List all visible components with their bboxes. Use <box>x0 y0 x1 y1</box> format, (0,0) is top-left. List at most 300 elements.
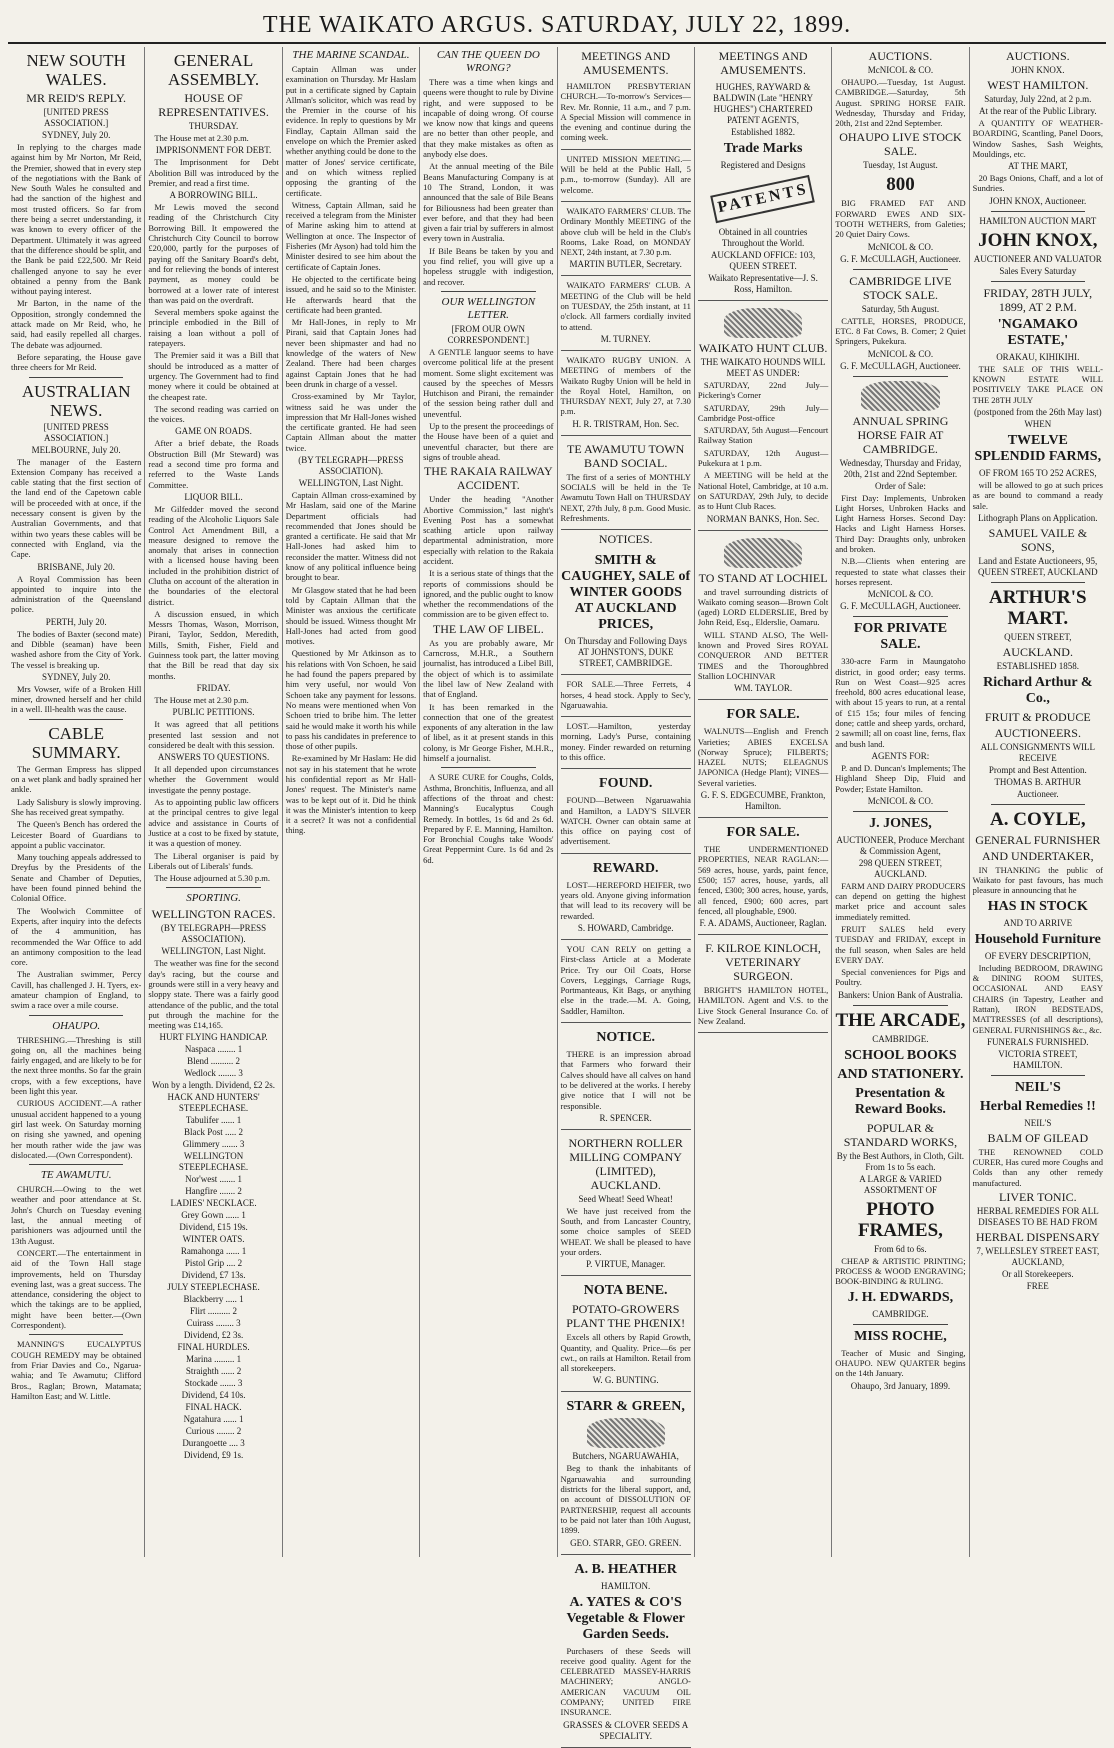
roche-text: Teacher of Music and Singing, OHAUPO. NEW QUARTER begins on the 14th January. <box>835 1347 966 1379</box>
cable-paragraph-5: The Woolwich Committee of Experts, after inquiry into the defects of the 4 ammunition, has recommended the War Office to add an antimony composition to the lead core. <box>11 905 142 968</box>
advert-signature: P. VIRTUE, Manager. <box>586 1259 666 1270</box>
assembly-p5: The second reading was carried on the voices. <box>148 403 279 425</box>
race-6-line: Flirt .......... 2 <box>190 1306 238 1317</box>
advert-heading: NORTHERN ROLLER MILLING COMPANY (LIMITED), AUCKLAND. <box>568 1135 683 1192</box>
assembly-p8: A discussion ensued, in which Messrs Thomas, Wason, Morrison, Pirani, Taylor, Seddon, Meredith, Mills, Smith, Fisher, Field and Guinness took part, the latter moving that the Bill be read that day six months. <box>148 608 279 681</box>
advert-mission <box>561 152 691 202</box>
marine-p3: He objected to the certificate being issued, and he said so to the Minister. He afterwards heard that the certificate had been granted. <box>285 273 417 315</box>
queen-heading: CAN THE QUEEN DO WRONG? <box>436 49 540 74</box>
notices-heading: NOTICES. <box>598 532 653 547</box>
advert-text: FOUND—Between Ngaruawahia and Hamilton, a LADY'S SILVER WATCH. Owner can obtain same at this office on paying cost of advertisement. <box>560 795 691 847</box>
advert-heading: FOUND. <box>599 776 653 792</box>
knox-small: JOHN KNOX. <box>1011 65 1065 75</box>
household-sub: OF EVERY DESCRIPTION, <box>984 950 1091 961</box>
advert-heading: SMITH & CAUGHEY, SALE of WINTER GOODS AT AUCKLAND PRICES, <box>561 553 691 633</box>
arthurs-mart: ARTHUR'S MART. <box>989 586 1087 629</box>
divider <box>853 376 947 377</box>
marine-p2: Witness, Captain Allman, said he received a telegram from the Minister of Marine asking him to attend at Wellington at once. The Inspector of Fisheries (Mr Ayson) had told him the Minister desired to see him about the certificate of Captain Jones. <box>285 199 417 272</box>
race-4-title: LADIES' NECKLACE. <box>170 1198 257 1209</box>
races-paragraph: The weather was fine for the second day's racing, but the course and grounds were still in a very heavy and sloppy state. There was a fairly good attendance of the public, and the total put through the machine for the meeting was £14,165. <box>148 958 279 1031</box>
column-8 <box>970 47 1106 1557</box>
divider <box>29 1164 123 1165</box>
assembly-p14: The House adjourned at 5.30 p.m. <box>154 873 271 884</box>
advert-text: YOU CAN RELY on getting a First-class Article at a Moderate Price. Try our Oil Coats, Horse Covers, Leggings, Carriage Rugs, Portmanteaus, Kit Bags, or anything else in the trade.—M. A. Going, Saddler, Hamilton. <box>560 943 691 1016</box>
at-the-mart: AT THE MART, <box>1007 161 1068 172</box>
divider <box>441 291 535 292</box>
bull-illustration <box>587 1418 665 1448</box>
nsw-paragraph-3: Before separating, the House gave three cheers for Mr Reid. <box>11 351 142 373</box>
victoria-street: VICTORIA STREET, HAMILTON. <box>998 1048 1078 1070</box>
advert-text: A MEETING will be held at the National Hotel, Cambridge, at 10 a.m. on SATURDAY, 29th July, to decide as to Hunt Club Races. <box>697 470 829 512</box>
representative: Waikato Representative—J. S. Ross, Hamilton. <box>708 273 818 294</box>
aus-paragraph-2: A Royal Commission has been appointed to inquire into the administration of the Queensland police. <box>11 573 142 615</box>
advert-notice <box>561 1025 691 1130</box>
twelve-sub: OF FROM 165 TO 252 ACRES, <box>978 467 1097 478</box>
rakaia-heading: THE RAKAIA RAILWAY ACCIDENT. <box>423 464 553 493</box>
imprisonment-sub: IMPRISONMENT FOR DEBT. <box>155 145 272 156</box>
hunt-line: SATURDAY, 5th August—Fencourt Railway Station <box>697 425 829 446</box>
race-3-title: WELLINGTON STEEPLECHASE. <box>178 1151 249 1173</box>
neils: NEIL'S <box>1014 1079 1061 1095</box>
meetings-heading: MEETINGS AND AMUSEMENTS. <box>581 49 671 77</box>
advert-heading: REWARD. <box>592 860 659 876</box>
race-2-line: Glimmery ....... 3 <box>182 1139 245 1150</box>
mcnicol-name: McNICOL & CO. <box>867 348 934 359</box>
advert-text: WAIKATO FARMERS' CLUB. A MEETING of the Club will be held on TUESDAY, the 25th instant, at 11 o'clock. All farmers cordially invited to attend. <box>560 280 691 332</box>
assembly-p7: Mr Gilfedder moved the second reading of the Alcoholic Liquors Sale Control Act Amendment Bill, a measure designed to remove the anomaly that arises in connection with a licensed house having been included in the prohibition district of Clutha on account of the alteration in the boundaries of the electoral district. <box>148 503 279 607</box>
advert-smith-caughey <box>561 548 691 675</box>
trade-marks: Trade Marks <box>723 141 803 156</box>
race-7-line: Marina ......... 1 <box>185 1354 242 1365</box>
marine-scandal-heading: THE MARINE SCANDAL. <box>292 49 410 61</box>
cable-summary-heading: CABLE SUMMARY. <box>31 723 121 762</box>
advert-text: WILL STAND ALSO, The Well-known and Proved Sires ROYAL CONQUEROR AND BETTER TIMES and the Thoroughbred Stallion LOCHINVAR <box>697 629 829 681</box>
jones-bankers: Bankers: Union Bank of Australia. <box>838 989 963 1000</box>
advert-signature: F. A. ADAMS, Auctioneer, Raglan. <box>699 918 827 929</box>
cambridge-sale-heading: CAMBRIDGE LIVE STOCK SALE. <box>849 273 952 302</box>
horses-illustration <box>861 381 939 411</box>
marine-p4: Mr Hall-Jones, in reply to Mr Pirani, said that Captain Jones had never been shipmaster and had no knowledge of the waters of New Zealand. There had been charges against Captain Jones that he had been drunk in charge of a vessel. <box>285 317 417 389</box>
office: AUCKLAND OFFICE: 103, QUEEN STREET. <box>710 250 816 271</box>
advert-reward <box>561 856 691 940</box>
advert-subheading: Seed Wheat! Seed Wheat! <box>578 1193 673 1204</box>
advert-signature: G. F. S. EDGECUMBE, Frankton, Hamilton. <box>700 790 826 812</box>
vaile-sub: Land and Estate Auctioneers, 95, QUEEN STREET, AUCKLAND <box>978 555 1098 577</box>
hunt-line: SATURDAY, 22nd July—Pickering's Corner <box>697 380 829 401</box>
advert-heather <box>561 1557 691 1748</box>
private-sale-heading: FOR PRIVATE SALE. <box>853 621 948 653</box>
divider <box>991 582 1085 583</box>
advert-text: WALNUTS—English and French Varieties; ABIES EXCELSA (Norway Spruce); FILBERTS; HAZEL NUTS; ELEAGNUS JAPONICA (Hedge Plant); VINES—Several varieties. <box>697 726 829 788</box>
coyle-text: IN THANKING the public of Waikato for past favours, has much pleasure in announcing that he <box>972 864 1103 896</box>
photo-frames: PHOTO FRAMES, <box>857 1198 943 1241</box>
advert-text: Purchasers of these Seeds will receive good quality. Agent for the CELEBRATED MASSEY-HARRIS MACHINERY; ANGLO-AMERICAN VACUUM OIL COMPANY; UNITED FIRE INSURANCE. <box>560 1645 691 1718</box>
advert-signature: R. SPENCER. <box>599 1112 652 1123</box>
race-1-line: Blend .......... 2 <box>187 1056 241 1067</box>
column-1 <box>8 47 145 1557</box>
advert-found <box>561 771 691 853</box>
advert-text: BRIGHT'S HAMILTON HOTEL, HAMILTON. Agent and V.S. to the Live Stock General Insurance Co. of New Zealand. <box>697 985 829 1026</box>
thomas-sub: Auctioneer. <box>1016 788 1059 799</box>
photo-sub: From 6d to 6s. <box>874 1243 927 1254</box>
arthur-established: ESTABLISHED 1858. <box>996 660 1079 671</box>
aus-dateline-2: BRISBANE, July 20. <box>37 561 115 572</box>
edwards-sub: CAMBRIDGE. <box>872 1308 929 1319</box>
column-4 <box>420 47 557 1557</box>
advert-farmers-club <box>561 204 691 276</box>
marine-p1: Captain Allman was under examination on Thursday. Mr Haslam put in a certificate signed by Captain Allman's solicitor, which was read by the Premier in the course of his evidence. In reply to questions by Mr Findlay, Captain Allman said the envelope on which the Premier asked whether anything could be done to the matter of Jones' service certificate, and on which witness replied opposing the granting of the certificate. <box>285 64 417 198</box>
advert-footer: GRASSES & CLOVER SEEDS A SPECIALITY. <box>563 1719 689 1741</box>
household-furniture: Household Furniture <box>974 931 1101 947</box>
divider <box>853 1324 947 1325</box>
mcnicol-name: McNICOL & CO. <box>867 589 934 600</box>
advert-starr-green <box>561 1394 691 1554</box>
race-2-title: HACK AND HUNTERS' STEEPLECHASE. <box>167 1092 260 1114</box>
dispensary-sub: Or all Storekeepers. <box>1001 1269 1074 1280</box>
ngamako-heading: 'NGAMAKO ESTATE,' <box>997 316 1078 348</box>
advert-text: The first of a series of MONTHLY SOCIALS will be held in the Te Awamutu Town Hall on THURSDAY NEXT, 27th July, 8 p.m. Good Music. Refreshments. <box>560 471 691 523</box>
household-lines: Including BEDROOM, DRAWING & DINING ROOM SUITES, OCCASIONAL AND EASY CHAIRS (in Tapestry, Leather and Rattan), IRON BEDSTEADS, MATTRESSES (of all descriptions), GENERAL FURNISHINGS &c., &c. <box>972 962 1103 1035</box>
mcnicol-dates: OHAUPO.—Tuesday, 1st August. CAMBRIDGE.—Saturday, 5th August. SPRING HORSE FAIR. Wednesday, Thursday and Friday, 20th, 21st and 22nd September. <box>835 77 966 129</box>
twelve-text: will be allowed to go at such prices as are bound to command a ready sale. <box>972 479 1103 511</box>
divider <box>853 616 947 617</box>
race-7-dividend: Dividend, £4 10s. <box>181 1390 246 1401</box>
advert-subheading: HAMILTON. <box>601 1580 651 1591</box>
advert-text: HAMILTON PRESBYTERIAN CHURCH.—To-morrow's Services—Rev. Mr. Ronnie, 11 a.m., and 7 p.m. A Special Mission will commence in the evening and continue during the coming week. <box>560 81 691 143</box>
advert-signature: GEO. STARR, GEO. GREEN. <box>570 1537 682 1548</box>
advert-stallions <box>698 533 828 701</box>
herbal-remedies: Herbal Remedies !! <box>979 1098 1096 1114</box>
race-4-dividend: Dividend, £15 19s. <box>179 1222 248 1233</box>
advert-patents <box>698 79 828 301</box>
race-5-line: Pistol Grip .... 2 <box>184 1258 243 1269</box>
cambridge-lines: CATTLE, HORSES, PRODUCE, ETC. 8 Fat Cows, B. Comer; 2 Quiet Springers, Pukekura. <box>835 315 966 347</box>
race-5-line: Ramahonga ...... 1 <box>180 1246 247 1257</box>
australian-news-heading: AUSTRALIAN NEWS. <box>21 381 131 420</box>
cambridge-sale-date: Saturday, 5th August. <box>861 303 940 314</box>
mccullagh-name: G. F. McCULLAGH, Auctioneer. <box>840 360 961 371</box>
divider <box>29 1334 123 1335</box>
ohaupo-paragraph-1: THRESHING.—Threshing is still going on, all the machines being fairly engaged, and are likely to be for the next three months. So far the grain crops, with a few exceptions, have been light this year. <box>11 1034 142 1097</box>
ohaupo-sale-date: Tuesday, 1st August. <box>863 160 938 171</box>
order-lines: First Day: Implements, Unbroken Light Horses, Unbroken Hacks and Light Harness Horses. Second Day: Hacks and Light Harness Horses. Third Day: Draughts only, unbroken and broken. <box>835 492 966 555</box>
advert-signature: H. R. TRISTRAM, Hon. Sec. <box>572 418 679 429</box>
column-6 <box>695 47 832 1557</box>
nsw-subheading: MR REID'S REPLY. <box>26 91 127 105</box>
wh-sub: At the rear of the Public Library. <box>979 106 1097 116</box>
race-6-title: JULY STEEPLECHASE. <box>167 1282 260 1293</box>
ohaupo-sale-heading: OHAUPO LIVE STOCK SALE. <box>839 130 962 159</box>
ohaupo-800: 800 <box>886 174 915 196</box>
assembly-p13: The Liberal organiser is paid by Liberals out of Liberals' funds. <box>148 850 279 871</box>
marine-p8: Questioned by Mr Atkinson as to his relations with Von Schoen, he said he had found the papers prepared by him very useful, nor would Von Schoen take any payment for lessons. No means were mentioned when Von Schoen tried to bribe him. The letter said he would make it worth his while to pass his candidates in preference to those of other pupils. <box>285 648 417 752</box>
advert-text: WAIKATO FARMERS' CLUB. The Ordinary Monthly MEETING of the above club will be held in the Club's Rooms, Lake Road, on MONDAY NEXT, 24th instant, at 7.30 p.m. <box>560 205 691 258</box>
balm-of-gilead: BALM OF GILEAD <box>987 1130 1089 1145</box>
advert-heading: F. KILROE KINLOCH, VETERINARY SURGEON. <box>705 941 821 984</box>
jones-text: FARM AND DAIRY PRODUCERS can depend on getting the highest market price and account sales immediately remitted. <box>835 880 966 922</box>
advert-text: Beg to thank the inhabitants of Ngaruawahia and surrounding districts for the liberal support, and, on account of DISSOLUTION OF PARTNERSHIP, request all accounts to be paid not later than 10th August, 1899. <box>560 1463 691 1536</box>
marine-agency: (BY TELEGRAPH—PRESS ASSOCIATION). <box>298 454 404 476</box>
stationery: AND STATIONERY. <box>837 1066 964 1082</box>
thursday-heading: THURSDAY. <box>188 121 239 131</box>
te-awamutu-paragraph-1: CHURCH.—Owing to the wet weather and poor attendance at St. John's Church on Tuesday evening last, the annual meeting of parishioners was adjourned until the 13th August. <box>11 1184 142 1246</box>
auctioneers: AUCTIONEERS. <box>994 725 1081 740</box>
roche-heading: MISS ROCHE, <box>854 1328 947 1344</box>
divider <box>29 1015 123 1016</box>
marine-p9: Re-examined by Mr Haslam: He did not say in his statement that he wrote his confidential report as Mr Hall-Jones' request. The Minister's name was to be kept out of it. Did he think it was the Minister's intention to keep it a secret? It was not a confidential thing. <box>285 753 417 836</box>
advert-subheading: THE WAIKATO HOUNDS WILL MEET AS UNDER: <box>700 357 826 378</box>
aus-agency: [UNITED PRESS ASSOCIATION.] <box>43 421 109 443</box>
coyle-heading: A. COYLE, <box>990 808 1086 830</box>
advert-signature: W. G. BUNTING. <box>592 1375 659 1386</box>
jones-heading: J. JONES, <box>869 815 932 831</box>
aus-dateline-3: PERTH, July 20. <box>45 616 107 627</box>
races-agency: (BY TELEGRAPH—PRESS ASSOCIATION). <box>160 923 267 945</box>
roche-date: Ohaupo, 3rd January, 1899. <box>850 1380 951 1391</box>
arcade-heading: THE ARCADE, <box>835 1009 966 1031</box>
race-2-line: Black Post ..... 2 <box>184 1127 244 1138</box>
divider <box>29 377 123 378</box>
ngamako-sub: ORAKAU, KIHIKIHI. <box>996 351 1080 362</box>
races-heading: WELLINGTON RACES. <box>151 907 276 922</box>
advert-subheading: Butchers, NGARUAWAHIA, <box>572 1451 679 1462</box>
advert-heading: STARR & GREEN, <box>566 1399 685 1415</box>
nsw-paragraph-2: Mr Barton, in the name of the Opposition, strongly condemned the attack made on Mr Reid, who, he said, had easily repelled all charges. The debate was adjourned. <box>11 298 142 350</box>
queen-p2: At the annual meeting of the Bile Beans Manufacturing Company is at 10 The Strand, London, it was announced that the sale of Bile Beans for Biliousness had been greater than ever before, and that they had been given a fair trial by sufferers in almost every town in Australia. <box>423 161 554 244</box>
popular-works: POPULAR & STANDARD WORKS, <box>843 1120 958 1149</box>
advert-subheading: Established 1882. <box>731 127 796 137</box>
answers-sub: ANSWERS TO QUESTIONS. <box>157 752 270 763</box>
jones-text-3: Special conveniences for Pigs and Poultry. <box>835 967 966 988</box>
cable-paragraph-4: Many touching appeals addressed to Dreyfus by the Presidents of the Senate and Chamber of Deputies, have been found pinned behind the Colonial Office. <box>11 852 142 904</box>
assembly-p3: Several members spoke against the principle embodied in the Bill of raising a loan without a poll of ratepayers. <box>148 307 279 349</box>
mccullagh-name: G. F. McCULLAGH, Auctioneer. <box>840 253 961 264</box>
advert-signature: MARTIN BUTLER, Secretary. <box>569 259 682 270</box>
marine-p5: Cross-examined by Mr Taylor, witness said he was under the impression that Mr Hall-Jones wished the certificate granted. He had seen Captain Allman about the matter twice. <box>285 391 417 453</box>
race-1-line: Naspaca ........ 1 <box>184 1044 243 1055</box>
race-8-line: Durangoette .... 3 <box>182 1438 245 1449</box>
wellington-p2: Up to the present the proceedings of the House have been of a quiet and uneventful character, but there are signs of trouble ahead. <box>423 421 554 462</box>
sure-cure-advert: A SURE CURE for Coughs, Colds, Asthma, Bronchitis, Influenza, and all affections of the throat and chest: Manning's Eucalyptus Cough Remedy. In bottles, 1s 6d and 2s 6d. Prepared by F. E. Manning, Hamilton. For Bronchial Coughs take Woods' Great Peppermint Cure. 1s 6d and 2s 6d. <box>423 772 554 865</box>
aus-paragraph-3: The bodies of Baxter (second mate) and Dibble (seaman) have been washed ashore from the City of York. The vessel is breaking up. <box>11 628 142 670</box>
aus-paragraph-4: Mrs Vowser, wife of a Broken Hill miner, drowned herself and her child in a well. Ill-health was the cause. <box>11 683 142 715</box>
advert-kinloch <box>698 937 828 1033</box>
aus-dateline-1: MELBOURNE, July 20. <box>31 444 121 455</box>
race-8-title: FINAL HACK. <box>185 1402 242 1413</box>
assembly-p4: The Premier said it was a Bill that should be introduced as a matter of urgency. The Government had to find money where it could be obtained at the cheapest rate. <box>148 350 279 402</box>
horse-fair-date: Wednesday, Thursday and Friday, 20th, 21st and 22nd September. <box>839 457 962 479</box>
yates-heading: A. YATES & CO'S Vegetable & Flower Garden Seeds. <box>566 1594 685 1642</box>
cable-paragraph-6: The Australian swimmer, Percy Cavill, has challenged J. H. Tyers, ex-amateur champion of England, to swim a race over a mile course. <box>11 969 142 1011</box>
mart-lines: 20 Bags Onions, Chaff, and a lot of Sundries. <box>972 173 1103 194</box>
meetings-heading: MEETINGS AND AMUSEMENTS. <box>718 49 808 77</box>
column-7 <box>832 47 969 1557</box>
nota-bene: NOTA BENE. <box>583 1283 668 1299</box>
advert-roller-milling <box>561 1132 691 1276</box>
aus-paragraph-1: The manager of the Eastern Extension Company has received a cable stating that the first section of the land end of the Capetown cable will be proceeded with at once, if the necessary consent is given by the Australian Governments, and that within two years these cables will be connected with England, via the Cape. <box>11 456 142 560</box>
assembly-p10: It was agreed that all petitions presented last session and not considered be dealt with this session. <box>148 719 279 750</box>
aus-dateline-4: SYDNEY, July 20. <box>42 671 111 682</box>
remedies-text: HERBAL REMEDIES FOR ALL DISEASES TO BE HAD FROM <box>976 1206 1099 1228</box>
race-8-line: Curious ........ 2 <box>185 1426 242 1437</box>
horse-illustration <box>724 538 802 568</box>
liver-tonic: LIVER TONIC. <box>999 1190 1077 1205</box>
general-assembly-heading: GENERAL ASSEMBLY. <box>168 51 260 89</box>
advert-text: THE UNDERMENTIONED PROPERTIES, NEAR RAGLAN:—569 acres, house, yards, paint fence, £500; 157 acres, house, yards, all fenced, £300; 300 acres, house, yards, all fenced, £900; 600 acres, part fenced, all ploughable, £900. <box>697 844 829 916</box>
coyle-sub: GENERAL FURNISHER <box>975 832 1101 847</box>
agents-lines: P. and D. Duncan's Implements; The Highland Sheep Dip, Fluid and Powder; Estate Hamilton. <box>835 762 966 794</box>
advert-heading: HUGHES, RAYWARD & BALDWIN (Late "HENRY HUGHES") CHARTERED PATENT AGENTS, <box>712 82 814 125</box>
mccullagh-name: G. F. McCULLAGH, Auctioneer. <box>840 601 961 612</box>
advert-phoenix <box>561 1278 691 1392</box>
column-5 <box>558 47 695 1741</box>
assembly-p9: The House met at 2.30 p.m. <box>154 694 249 705</box>
advert-signature: S. HOWARD, Cambridge. <box>577 922 674 933</box>
advert-signature: M. TURNEY. <box>600 333 651 344</box>
advert-hunt-club <box>698 303 828 531</box>
advert-heading: A. B. HEATHER <box>574 1561 677 1577</box>
advert-ferrets <box>561 677 691 717</box>
divider <box>991 281 1085 282</box>
advert-walnuts <box>698 702 828 818</box>
ohaupo-lines: BIG FRAMED FAT AND FORWARD EWES AND SIX-TOOTH WETHERS, from Galeties; 20 Quiet Dairy Cows. <box>835 198 966 240</box>
column-3 <box>283 47 420 1557</box>
balm-text: THE RENOWNED COLD CURER, Has cured more Coughs and Colds than any other remedy manufactured. <box>972 1146 1103 1188</box>
hunt-line: SATURDAY, 12th August—Pukekura at 1 p.m. <box>697 447 829 469</box>
rakaia-p1: Under the heading "Another Abortive Commission," last night's Evening Post has a somewhat scathing article upon railway departmental administration, more especially with relation to the Rakaia accident. <box>423 494 554 566</box>
advert-heading: FOR SALE. <box>726 825 800 841</box>
libel-p2: It has been remarked in the connection that one of the greatest exponents of any alteration in the law of libel, as it at present stands in this colony, is Mr George Fisher, M.H.R., himself a journalist. <box>423 701 554 764</box>
neils-2: NEIL'S <box>1024 1117 1052 1128</box>
advert-farmers-club-2 <box>561 278 691 350</box>
arthur-street: QUEEN STREET, <box>1004 631 1072 642</box>
te-awamutu-paragraph-2: CONCERT.—The entertainment in aid of the Town Hall stage improvements, held on Thursday evening last, was a great success. The attendance, considering the object to which the takings are to be applied, might have been better.—(Own Correspondent). <box>11 1247 142 1331</box>
advert-subheading: On Thursday and Following Days AT JOHNSTON'S, DUKE STREET, CAMBRIDGE. <box>564 636 687 669</box>
borrowing-sub: A BORROWING BILL. <box>169 190 258 201</box>
ohaupo-paragraph-2: CURIOUS ACCIDENT.—A rather unusual accident happened to a young girl last week. On Saturday morning on rising she yawned, and opening her mouth rather wide the jaw was dislocated.—(Own Correspondent). <box>11 1098 142 1160</box>
arcade-sub: CAMBRIDGE. <box>872 1033 929 1044</box>
clients-note: N.B.—Clients when entering are requested to state what classes their horses represent. <box>835 556 966 587</box>
race-7-line: Straighth ...... 2 <box>185 1366 242 1377</box>
race-5-dividend: Dividend, £7 13s. <box>181 1270 246 1281</box>
advert-text: and travel surrounding districts of Waikato coming season—Brown Colt (aged) LORD ELDERSLIE, Bred by John Reid, Esq., Elderslie, Oamaru. <box>697 586 829 628</box>
advert-text: UNITED MISSION MEETING.—Will be held at the Public Hall, 5 p.m., to-morrow (Sunday). All are welcome. <box>560 153 691 195</box>
nsw-agency: [UNITED PRESS ASSOCIATION.] <box>43 107 109 128</box>
rakaia-p2: It is a serious state of things that the reports of commissions should be ignored, and the public ought to know whether the recommendations of the commission are to be given effect to. <box>423 568 554 620</box>
nsw-dateline: SYDNEY, July 20. <box>42 130 111 140</box>
wh-lines: A QUANTITY OF WEATHER-BOARDING, Scantling, Panel Doors, Window Sashes, Sash Weights, Mouldings, etc. <box>972 118 1103 159</box>
race-4-line: Grey Gown ...... 1 <box>181 1210 246 1221</box>
auctions-heading: AUCTIONS. <box>868 49 933 63</box>
race-3-line: Hangfire ....... 2 <box>185 1186 242 1197</box>
advert-properties <box>698 820 828 935</box>
assembly-p2: Mr Lewis moved the second reading of the Christchurch City Borrowing Bill. It empowered the Christchurch City Council to borrow £20,000, partly for the purposes of paying off the Sanitary Board's debt, and for relieving the bonds of interest payment, as money could be borrowed at a lower rate of interest than was paid on the overdraft. <box>148 202 279 305</box>
queen-p1: There was a time when kings and queens were thought to rule by Divine right, and were supposed to be incapable of doing wrong. Of course we know now that kings and queens are no better than other people, and that they make mistakes as often as anybody else does. <box>423 77 554 160</box>
column-2 <box>145 47 282 1557</box>
vaile-heading: SAMUEL VAILE & SONS, <box>988 525 1088 554</box>
queen-p3: If Bile Beans be taken by you and you find relief, you will give up a hopeless struggle with indigestion, and recover. <box>423 245 554 287</box>
jones-address: 298 QUEEN STREET, AUCKLAND. <box>858 857 942 879</box>
arthur-city: AUCKLAND. <box>1002 644 1073 659</box>
edwards-heading: J. H. EDWARDS, <box>847 1289 954 1305</box>
advert-text: LOST—HEREFORD HEIFER, two years old. Anyone giving information that will lead to its recovery will be rewarded. <box>560 879 691 921</box>
race-8-line: Ngatahura ...... 1 <box>183 1414 244 1425</box>
agents-heading: AGENTS FOR: <box>871 750 930 761</box>
advert-town-band <box>561 438 691 530</box>
libel-heading: THE LAW OF LIBEL. <box>432 621 544 636</box>
order-of-sale: Order of Sale: <box>874 480 926 491</box>
assembly-p0: The House met at 2.30 p.m. <box>154 133 249 143</box>
divider <box>853 1005 947 1006</box>
knox-role: AUCTIONEER AND VALUATOR <box>973 253 1102 264</box>
masthead: THE WAIKATO ARGUS. SATURDAY, JULY 22, 1899. <box>262 12 852 38</box>
petitions-sub: PUBLIC PETITIONS. <box>172 707 255 718</box>
twelve-farms: TWELVE SPLENDID FARMS, <box>974 432 1102 464</box>
funerals: FUNERALS FURNISHED. <box>987 1036 1089 1047</box>
mcnicol-name: McNICOL & CO. <box>867 241 934 252</box>
nsw-paragraph-1: In replying to the charges made against him by Mr Norton, Mr Reid, the Premier, showed that in every step of the negotiations with the Bank of New South Wales he consulted and had the sanction of the highest and most trusted officers. So far from there being a secret understanding, it was known to every officer of the Department. Ultimately it was agreed that the difference should be split, and the Bank be paid £22,500. Mr Reid challenged anyone to say he ever obtained a penny from the Bank without paying interest. <box>11 142 142 297</box>
house-heading: HOUSE OF REPRESENTATIVES. <box>158 91 269 119</box>
race-6-line: Blackberry ..... 1 <box>183 1294 244 1305</box>
photo-pre: A LARGE & VARIED ASSORTMENT OF <box>859 1173 942 1195</box>
dispensary-address: 7, WELLESLEY STREET EAST, AUCKLAND, <box>976 1246 1100 1268</box>
knox-signature: JOHN KNOX, Auctioneer. <box>989 195 1087 206</box>
divider <box>991 804 1085 805</box>
cable-paragraph-3: The Queen's Bench has ordered the Leicester Board of Guardians to appoint a public vaccinator. <box>11 819 142 850</box>
assembly-p11: It all depended upon circumstances whether the Government would investigate the penny postage. <box>148 764 279 795</box>
popular-sub: By the Best Authors, in Cloth, Gilt. From 1s to 5s each. <box>836 1150 965 1172</box>
to-arrive: AND TO ARRIVE <box>1003 917 1073 928</box>
divider <box>991 211 1085 212</box>
advert-signature: NORMAN BANKS, Hon. Sec. <box>706 513 820 524</box>
advert-lost-purse <box>561 719 691 769</box>
when: WHEN <box>1024 418 1052 429</box>
marine-dateline: WELLINGTON, Last Night. <box>298 477 404 488</box>
mcnicol-name: McNICOL & CO. <box>867 65 934 75</box>
friday-heading: FRIDAY. <box>196 682 231 693</box>
thomas-arthur: THOMAS B. ARTHUR <box>994 776 1082 787</box>
wellington-letter-heading: OUR WELLINGTON LETTER. <box>441 295 536 321</box>
advert-text: FOR SALE.—Three Ferrets, 4 horses, 4 head stock. Apply to Sec'y, Ngaruawahia. <box>560 679 691 710</box>
ngamako-note: (postponed from the 26th May last) <box>973 406 1102 417</box>
jones-sub: AUCTIONEER, Produce Merchant & Commission Agent, <box>836 834 965 856</box>
libel-p1: As you are probably aware, Mr Carncross, M.H.R., a Southern journalist, has introduced a Libel Bill, the object of which is to assimilate the libel law of New Zealand with that of England. <box>423 637 554 700</box>
race-3-line: Nor'west ....... 1 <box>185 1174 242 1185</box>
advert-heading: TO STAND AT LOCHIEL <box>698 570 828 585</box>
advert-text: LOST.—Hamilton, yesterday morning, Lady's Purse, containing money. Finder rewarded on returning to this office. <box>560 721 691 762</box>
printing-text: CHEAP & ARTISTIC PRINTING; PROCESS & WOOD ENGRAVING; BOOK-BINDING & RULING. <box>835 1255 966 1287</box>
advert-rugby-union <box>561 353 691 436</box>
richard-arthur: Richard Arthur & Co., <box>983 674 1093 706</box>
cable-paragraph-1: The German Empress has slipped on a wet plank and badly sprained her ankle. <box>11 763 142 795</box>
advert-heading: WAIKATO HUNT CLUB. <box>698 341 828 355</box>
coyle-sub-2: AND UNDERTAKER, <box>981 848 1094 863</box>
advert-presbyterian <box>561 79 691 150</box>
advert-text: We have just received from the South, and from Lancaster Country, some choice samples of SEED WHEAT. We shall be pleased to have your orders. <box>560 1205 691 1257</box>
race-1-title: HURT FLYING HANDICAP. <box>159 1032 268 1043</box>
friday-sale: FRIDAY, 28TH JULY, 1899, AT 2 P.M. <box>983 285 1093 314</box>
assembly-p6: After a brief debate, the Roads Obstruction Bill (Mr Steward) was read a second time pro forma and referred to the Waste Lands Committee. <box>148 438 279 490</box>
race-6-dividend: Dividend, £2 3s. <box>183 1330 244 1341</box>
has-in-stock: HAS IN STOCK <box>987 898 1088 914</box>
divider <box>991 1075 1085 1076</box>
race-2-line: Tabulifer ...... 1 <box>185 1115 242 1126</box>
obtained: Obtained in all countries Throughout the World. <box>718 227 808 248</box>
ohaupo-heading: OHAUPO. <box>52 1019 101 1032</box>
divider <box>29 719 123 720</box>
race-7-title: FINAL HURDLES. <box>177 1342 250 1353</box>
advert-heading: TE AWAMUTU TOWN BAND SOCIAL. <box>567 441 685 470</box>
